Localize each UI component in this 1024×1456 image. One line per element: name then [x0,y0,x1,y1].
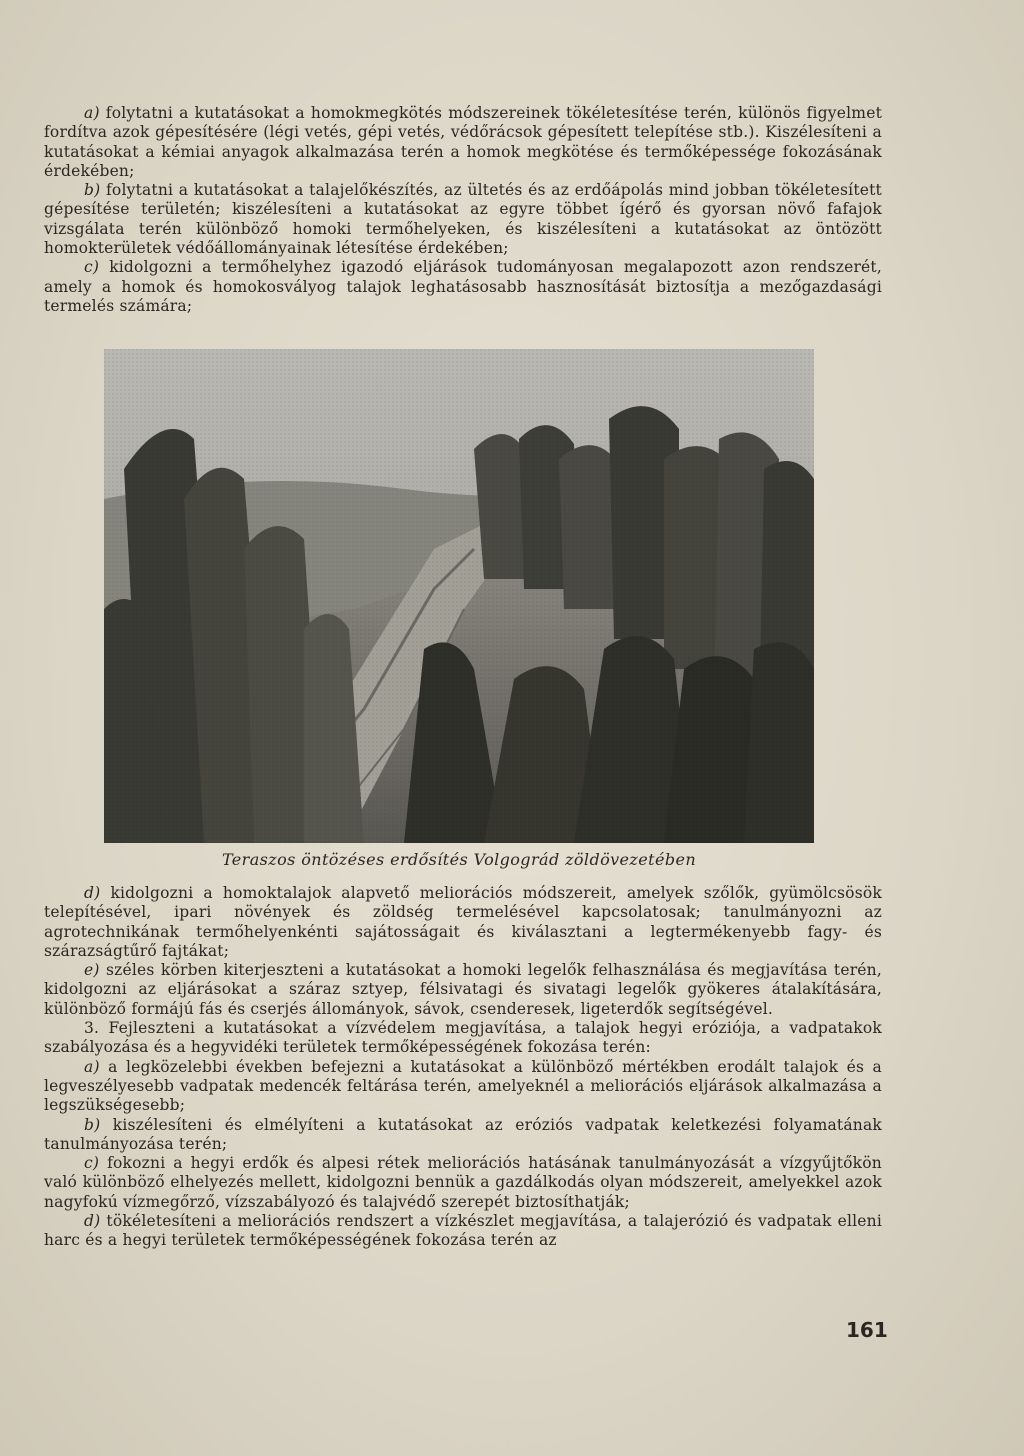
paragraph-d [44,884,882,961]
item-label: b) [84,181,101,200]
paragraph-text: tökéletesíteni a meliorációs rendszert a vízkészlet megjavítása, a talajerózió és vadpatak elleni harc és a hegyi területek termőképességének fokozása terén az [44,1212,882,1250]
item-label: b) [84,1115,101,1134]
paragraph-text: kidolgozni a homoktalajok alapvető meliorációs módszereit, amelyek szőlők, gyümölcsösök telepítésével, ipari növények és zöldség termelésével kapcsolatosak; tanulmányozni az agrotechnikának termőhelyenkénti sajátosságait és kiválasztani a legtermékenyebb fagy- és szárazságtűrő fajtákat; [44,884,882,960]
paragraph-text: folytatni a kutatásokat a talajelőkészítés, az ültetés és az erdőápolás mind jobban tökéletesített gépesítése területén; kiszélesíteni a kutatásokat az egyre többet ígérő és gyorsan növő fafajok vizsgálata terén különböző homoki termőhelyeken, és kiszélesíteni a kutatásokat az öntözött homokterületek védőállományainak létesítése érdekében; [44,181,882,258]
paragraph-text: kiszélesíteni és elmélyíteni a kutatásokat az eróziós vadpatak keletkezési folyamatának tanulmányozása terén; [44,1115,882,1153]
item-label: d) [84,884,101,902]
paragraph-3a [44,1058,882,1116]
paragraph-text: széles körben kiterjeszteni a kutatásokat a homoki legelők felhasználása és megjavítása terén, kidolgozni az eljárásokat a száraz sztyep, félsivatagi és sivatagi legelők gyökeres átalakítására, különböző formájú fás és cserjés állományok, sávok, csenderesek, ligeterdők segítségével. [44,961,882,1018]
paragraph-c [44,258,882,316]
paragraph-3b [44,1116,882,1155]
page-number: 161 [846,1318,888,1342]
item-label: c) [84,1154,100,1173]
bottom-text-block [44,884,882,1251]
paragraph-text: 3. Fejleszteni a kutatásokat a vízvédelem megjavítása, a talajok hegyi eróziója, a vadpatakok szabályozása és a hegyvidéki területek termőképességének fokozása terén: [44,1019,882,1057]
paragraph-text: folytatni a kutatásokat a homokmegkötés módszereinek tökéletesítése terén, különös figyelmet fordítva azok gépesítésére (légi vetés, gépi vetés, védőrácsok gépesített telepítése stb.). Kiszélesíteni a kutatásokat a kémiai anyagok alkalmazása terén a homok megkötése és termőképessége fokozásának érdekében; [44,104,882,180]
item-label: a) [84,104,100,122]
section-3 [44,1019,882,1058]
paragraph-text: fokozni a hegyi erdők és alpesi rétek meliorációs hatásának tanulmányozását a vízgyűjtőkön való különböző elhelyezés mellett, kidolgozni bennük a gazdálkodás olyan módszereit, amelyekkel azok nagyfokú vízmegőrző, vízszabályozó és talajvédő szerepét biztosíthatják; [44,1154,882,1211]
item-label: a) [84,1057,100,1076]
photo-caption: Teraszos öntözéses erdősítés Volgográd zöldövezetében [221,850,697,869]
item-label: c) [84,258,100,277]
paragraph-text: kidolgozni a termőhelyhez igazodó eljárások tudományosan megalapozott azon rendszerét, amely a homok és homokosvályog talajok leghatásosabb hasznosítását biztosítja a mezőgazdasági termelés számára; [44,258,882,315]
paragraph-3c [44,1154,882,1212]
paragraph-a [44,104,882,181]
item-label: d) [84,1212,101,1231]
paragraph-b [44,181,882,258]
paragraph-text: a legközelebbi években befejezni a kutatásokat a különböző mértékben erodált talajok és a legveszélyesebb vadpatak medencék feltárása terén, amelyeknél a meliorációs eljárások alkalmazása a legszükségesebb; [44,1057,882,1115]
paragraph-3d [44,1212,882,1251]
item-label: e) [84,961,100,980]
forest-photo [104,349,814,843]
top-text-block [44,104,882,316]
paragraph-e [44,961,882,1019]
